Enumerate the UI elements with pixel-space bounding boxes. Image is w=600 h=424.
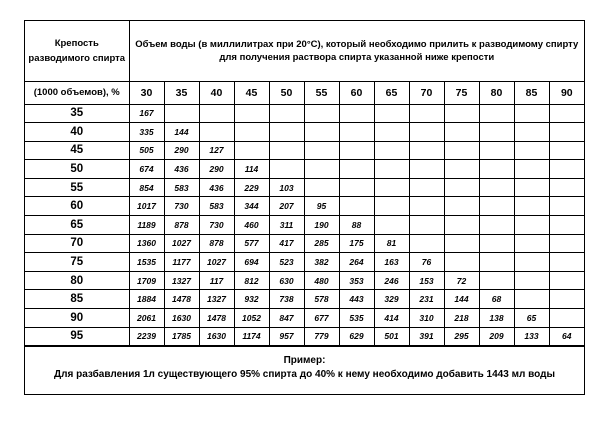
table-cell: [549, 290, 584, 309]
table-cell: [479, 197, 514, 216]
table-row: [25, 253, 584, 272]
table-cell: 578: [304, 290, 339, 309]
table-cell: 344: [234, 197, 269, 216]
table-cell: [269, 141, 304, 160]
row-strength: 85: [25, 290, 129, 309]
row-strength: 55: [25, 178, 129, 197]
table-cell: 144: [444, 290, 479, 309]
table-cell: [549, 141, 584, 160]
table-cell: [479, 141, 514, 160]
row-strength: 95: [25, 327, 129, 346]
column-header: 45: [234, 81, 269, 104]
column-header: 70: [409, 81, 444, 104]
table-cell: 167: [129, 104, 164, 123]
table-cell: [304, 160, 339, 179]
table-cell: 535: [339, 309, 374, 328]
table-cell: 1360: [129, 234, 164, 253]
header-row: [25, 21, 584, 81]
table-cell: [234, 104, 269, 123]
table-cell: [549, 309, 584, 328]
table-cell: 290: [199, 160, 234, 179]
table-cell: 2239: [129, 327, 164, 346]
table-cell: 175: [339, 234, 374, 253]
table-cell: [374, 141, 409, 160]
table-cell: 117: [199, 271, 234, 290]
table-cell: 114: [234, 160, 269, 179]
table-cell: [549, 178, 584, 197]
table-cell: 65: [514, 309, 549, 328]
table-cell: [339, 160, 374, 179]
table-cell: [444, 234, 479, 253]
table-row: [25, 216, 584, 235]
table-cell: [514, 123, 549, 142]
table-cell: 88: [339, 216, 374, 235]
table-cell: [269, 104, 304, 123]
table-cell: [269, 160, 304, 179]
table-cell: [199, 104, 234, 123]
table-cell: 1177: [164, 253, 199, 272]
table-cell: 290: [164, 141, 199, 160]
table-row: [25, 309, 584, 328]
table-cell: [549, 216, 584, 235]
table-cell: [409, 216, 444, 235]
table-cell: [479, 271, 514, 290]
table-cell: 2061: [129, 309, 164, 328]
table-cell: [444, 141, 479, 160]
table-cell: 1327: [199, 290, 234, 309]
table-cell: [444, 123, 479, 142]
table-cell: 264: [339, 253, 374, 272]
table-cell: 932: [234, 290, 269, 309]
table-cell: 854: [129, 178, 164, 197]
table-cell: [479, 104, 514, 123]
table-cell: 231: [409, 290, 444, 309]
table-cell: [374, 160, 409, 179]
example-title: Пример:: [283, 355, 326, 366]
column-header: 85: [514, 81, 549, 104]
table-cell: 190: [304, 216, 339, 235]
column-header: 75: [444, 81, 479, 104]
table-cell: [479, 253, 514, 272]
column-header: 40: [199, 81, 234, 104]
table-cell: 436: [199, 178, 234, 197]
row-strength: 65: [25, 216, 129, 235]
table-cell: [339, 141, 374, 160]
table-cell: [514, 104, 549, 123]
table-row: [25, 141, 584, 160]
table-cell: [409, 104, 444, 123]
table-cell: 76: [409, 253, 444, 272]
table-cell: [549, 234, 584, 253]
table-cell: [444, 253, 479, 272]
table-cell: 523: [269, 253, 304, 272]
table-cell: 1027: [164, 234, 199, 253]
table-cell: 144: [164, 123, 199, 142]
table-cell: [374, 197, 409, 216]
table-cell: 583: [164, 178, 199, 197]
table-cell: [409, 234, 444, 253]
table-cell: 1884: [129, 290, 164, 309]
table-cell: 878: [199, 234, 234, 253]
table-cell: 295: [444, 327, 479, 346]
table-row: [25, 197, 584, 216]
table-cell: 629: [339, 327, 374, 346]
table-cell: [304, 104, 339, 123]
table-cell: 505: [129, 141, 164, 160]
table-cell: 138: [479, 309, 514, 328]
table-cell: 311: [269, 216, 304, 235]
table-cell: 81: [374, 234, 409, 253]
table-cell: [514, 253, 549, 272]
table-cell: 677: [304, 309, 339, 328]
row-strength: 50: [25, 160, 129, 179]
table-row: [25, 234, 584, 253]
table-cell: [549, 271, 584, 290]
table-cell: [444, 104, 479, 123]
table-cell: 209: [479, 327, 514, 346]
table-cell: 414: [374, 309, 409, 328]
row-strength: 35: [25, 104, 129, 123]
table-cell: [339, 104, 374, 123]
table-cell: 1027: [199, 253, 234, 272]
table-cell: [549, 104, 584, 123]
table-cell: [304, 178, 339, 197]
table-cell: 95: [304, 197, 339, 216]
table-cell: 1052: [234, 309, 269, 328]
table-cell: [514, 197, 549, 216]
table-cell: [514, 290, 549, 309]
column-header: 80: [479, 81, 514, 104]
table-cell: 730: [199, 216, 234, 235]
table-cell: [514, 178, 549, 197]
row-strength: 45: [25, 141, 129, 160]
table-cell: 163: [374, 253, 409, 272]
table-cell: 229: [234, 178, 269, 197]
row-strength: 90: [25, 309, 129, 328]
table-row: [25, 123, 584, 142]
table-cell: [339, 123, 374, 142]
table-cell: 501: [374, 327, 409, 346]
row-strength: 80: [25, 271, 129, 290]
table-cell: [409, 160, 444, 179]
table-row: [25, 104, 584, 123]
table-cell: 133: [514, 327, 549, 346]
table-cell: 1478: [199, 309, 234, 328]
table-cell: 382: [304, 253, 339, 272]
header-unit: (1000 объемов), %: [25, 81, 129, 104]
table-cell: 577: [234, 234, 269, 253]
table-cell: [374, 104, 409, 123]
table-cell: 285: [304, 234, 339, 253]
table-cell: 847: [269, 309, 304, 328]
table-cell: 1630: [164, 309, 199, 328]
column-header: 65: [374, 81, 409, 104]
table-cell: 391: [409, 327, 444, 346]
table-cell: [549, 123, 584, 142]
table-row: [25, 178, 584, 197]
table-cell: 417: [269, 234, 304, 253]
table-cell: [444, 197, 479, 216]
table-cell: [444, 216, 479, 235]
row-strength: 60: [25, 197, 129, 216]
example-text: Для разбавления 1л существующего 95% спирта до 40% к нему необходимо добавить 1443 мл воды: [54, 369, 555, 380]
table-cell: [479, 123, 514, 142]
table-cell: [269, 123, 304, 142]
header-description: Объем воды (в миллилитрах при 20°С), который необходимо прилить к разводимому спирту для получения раствора спирта указанной ниже крепости: [129, 21, 584, 81]
table-cell: 460: [234, 216, 269, 235]
table-cell: [199, 123, 234, 142]
table-cell: [374, 178, 409, 197]
table-cell: [479, 216, 514, 235]
table-cell: [514, 160, 549, 179]
column-header: 50: [269, 81, 304, 104]
table-cell: [374, 123, 409, 142]
table-cell: 694: [234, 253, 269, 272]
dilution-sheet: [24, 20, 585, 395]
column-header: 30: [129, 81, 164, 104]
table-cell: 1174: [234, 327, 269, 346]
table-cell: 583: [199, 197, 234, 216]
table-cell: [304, 141, 339, 160]
table-cell: [514, 141, 549, 160]
column-header: 35: [164, 81, 199, 104]
table-cell: 443: [339, 290, 374, 309]
table-cell: 335: [129, 123, 164, 142]
table-cell: [409, 178, 444, 197]
table-cell: 1535: [129, 253, 164, 272]
table-cell: [479, 160, 514, 179]
table-cell: 1327: [164, 271, 199, 290]
table-cell: 1630: [199, 327, 234, 346]
column-header-row: [25, 81, 584, 104]
table-cell: [549, 253, 584, 272]
table-cell: [164, 104, 199, 123]
table-cell: [409, 141, 444, 160]
example-note: [25, 346, 584, 395]
table-cell: [444, 160, 479, 179]
table-cell: [514, 216, 549, 235]
table-cell: [339, 197, 374, 216]
table-cell: 480: [304, 271, 339, 290]
table-cell: 957: [269, 327, 304, 346]
table-cell: 1017: [129, 197, 164, 216]
column-header: 60: [339, 81, 374, 104]
table-cell: [409, 123, 444, 142]
table-cell: 1709: [129, 271, 164, 290]
table-cell: 64: [549, 327, 584, 346]
table-cell: 329: [374, 290, 409, 309]
table-cell: [234, 141, 269, 160]
table-cell: [339, 178, 374, 197]
table-row: [25, 271, 584, 290]
header-strength-label: Крепость разводимого спирта: [25, 21, 129, 81]
table-cell: 1785: [164, 327, 199, 346]
column-header: 90: [549, 81, 584, 104]
table-cell: [304, 123, 339, 142]
table-cell: 1189: [129, 216, 164, 235]
table-cell: [479, 234, 514, 253]
table-cell: [514, 234, 549, 253]
table-cell: 353: [339, 271, 374, 290]
table-cell: 738: [269, 290, 304, 309]
table-cell: 812: [234, 271, 269, 290]
table-cell: [514, 271, 549, 290]
table-cell: 127: [199, 141, 234, 160]
row-strength: 70: [25, 234, 129, 253]
table-cell: 218: [444, 309, 479, 328]
table-cell: 68: [479, 290, 514, 309]
table-cell: 436: [164, 160, 199, 179]
table-cell: [374, 216, 409, 235]
table-cell: [549, 160, 584, 179]
table-cell: 72: [444, 271, 479, 290]
table-row: [25, 160, 584, 179]
table-cell: 246: [374, 271, 409, 290]
table-cell: [444, 178, 479, 197]
table-cell: 779: [304, 327, 339, 346]
table-row: [25, 327, 584, 346]
table-cell: 310: [409, 309, 444, 328]
table-cell: [234, 123, 269, 142]
dilution-table: [25, 21, 584, 346]
table-cell: 207: [269, 197, 304, 216]
table-cell: 1478: [164, 290, 199, 309]
row-strength: 75: [25, 253, 129, 272]
table-cell: 878: [164, 216, 199, 235]
table-cell: [479, 178, 514, 197]
table-cell: 630: [269, 271, 304, 290]
table-cell: [409, 197, 444, 216]
table-cell: 153: [409, 271, 444, 290]
table-cell: [549, 197, 584, 216]
table-cell: 103: [269, 178, 304, 197]
column-header: 55: [304, 81, 339, 104]
table-row: [25, 290, 584, 309]
table-cell: 674: [129, 160, 164, 179]
table-cell: 730: [164, 197, 199, 216]
row-strength: 40: [25, 123, 129, 142]
